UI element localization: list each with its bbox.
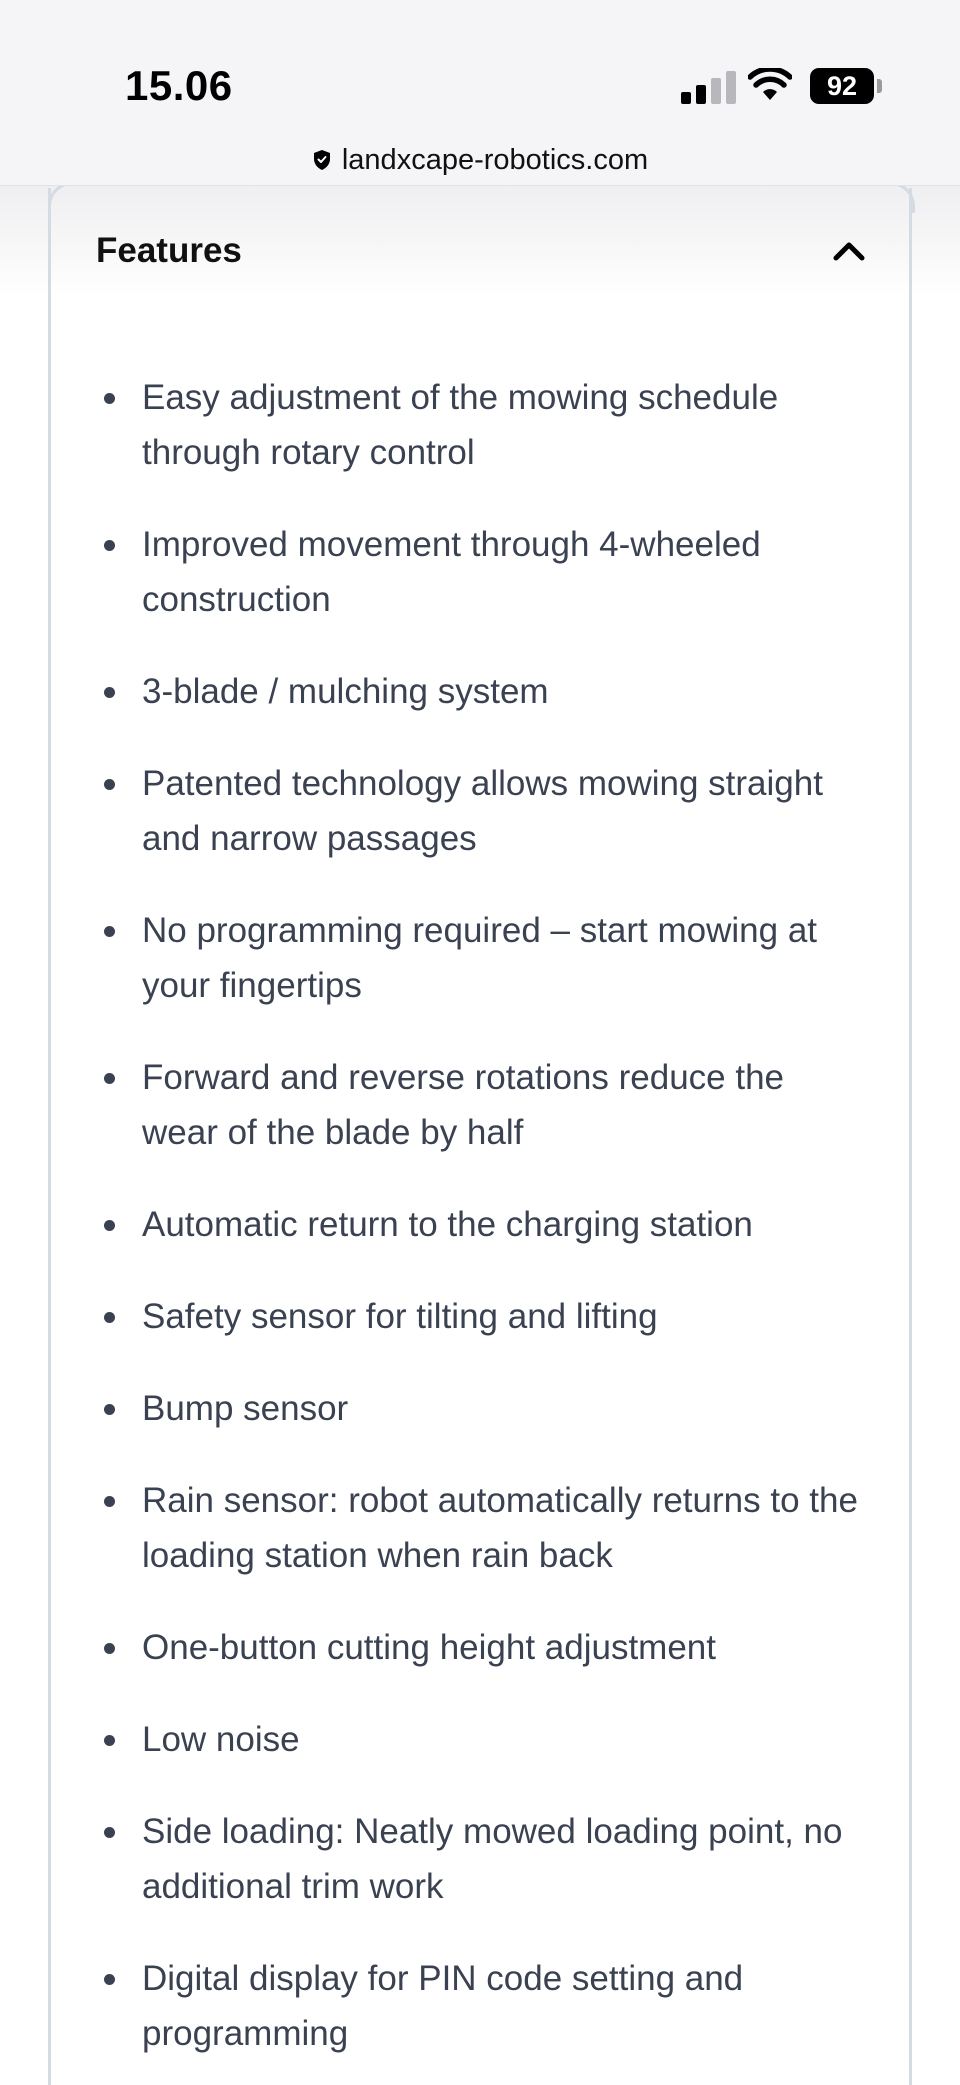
feature-text: Safety sensor for tilting and lifting	[142, 1297, 658, 1336]
bullet-icon	[104, 1312, 115, 1323]
bullet-icon	[104, 1643, 115, 1654]
wifi-icon	[748, 68, 792, 102]
bullet-icon	[104, 1827, 115, 1838]
feature-item	[0, 1050, 862, 1160]
feature-text: One-button cutting height adjustment	[142, 1628, 716, 1667]
battery-level: 92	[810, 68, 874, 104]
bullet-icon	[104, 687, 115, 698]
feature-text: Easy adjustment of the mowing schedule through rotary control	[142, 378, 779, 472]
bullet-icon	[104, 1974, 115, 1985]
feature-item	[0, 1804, 862, 1914]
bullet-icon	[104, 1220, 115, 1231]
feature-item	[0, 370, 862, 480]
feature-text: No programming required – start mowing at your fingertips	[142, 911, 818, 1005]
bullet-icon	[104, 393, 115, 404]
feature-text: Digital display for PIN code setting and programming	[142, 1959, 744, 2053]
bullet-icon	[104, 1404, 115, 1415]
bullet-icon	[104, 1073, 115, 1084]
chevron-up-icon[interactable]	[832, 240, 866, 262]
status-bar	[0, 0, 960, 186]
feature-text: Patented technology allows mowing straight and narrow passages	[142, 764, 823, 858]
cellular-signal-icon	[681, 70, 737, 104]
status-time: 15.06	[125, 62, 233, 109]
url-text: landxcape-robotics.com	[341, 143, 649, 176]
battery-icon	[810, 68, 882, 104]
feature-item	[0, 517, 862, 627]
feature-text: Low noise	[142, 1720, 300, 1759]
feature-text: 3-blade / mulching system	[142, 672, 549, 711]
feature-text: Rain sensor: robot automatically returns to the loading station when rain back	[142, 1481, 858, 1575]
feature-item	[0, 1712, 862, 1767]
bullet-icon	[104, 779, 115, 790]
feature-item	[0, 1473, 862, 1583]
feature-item	[0, 756, 862, 866]
bullet-icon	[104, 1496, 115, 1507]
feature-item	[0, 1197, 862, 1252]
feature-text: Improved movement through 4-wheeled construction	[142, 525, 761, 619]
feature-item	[0, 1620, 862, 1675]
feature-item	[0, 1289, 862, 1344]
feature-text: Forward and reverse rotations reduce the wear of the blade by half	[142, 1058, 784, 1152]
feature-text: Automatic return to the charging station	[142, 1205, 753, 1244]
feature-text: Bump sensor	[142, 1389, 349, 1428]
features-list	[0, 370, 960, 2085]
battery-nub	[877, 79, 882, 93]
bullet-icon	[104, 540, 115, 551]
feature-item	[0, 664, 862, 719]
features-title: Features	[96, 231, 242, 270]
bullet-icon	[104, 1735, 115, 1746]
shield-lock-icon	[312, 149, 332, 171]
feature-item	[0, 903, 862, 1013]
feature-item	[0, 1381, 862, 1436]
feature-item	[0, 1951, 862, 2061]
address-bar[interactable]	[0, 140, 960, 180]
feature-text: Side loading: Neatly mowed loading point, no additional trim work	[142, 1812, 843, 1906]
bullet-icon	[104, 926, 115, 937]
features-accordion-header[interactable]	[96, 224, 876, 278]
